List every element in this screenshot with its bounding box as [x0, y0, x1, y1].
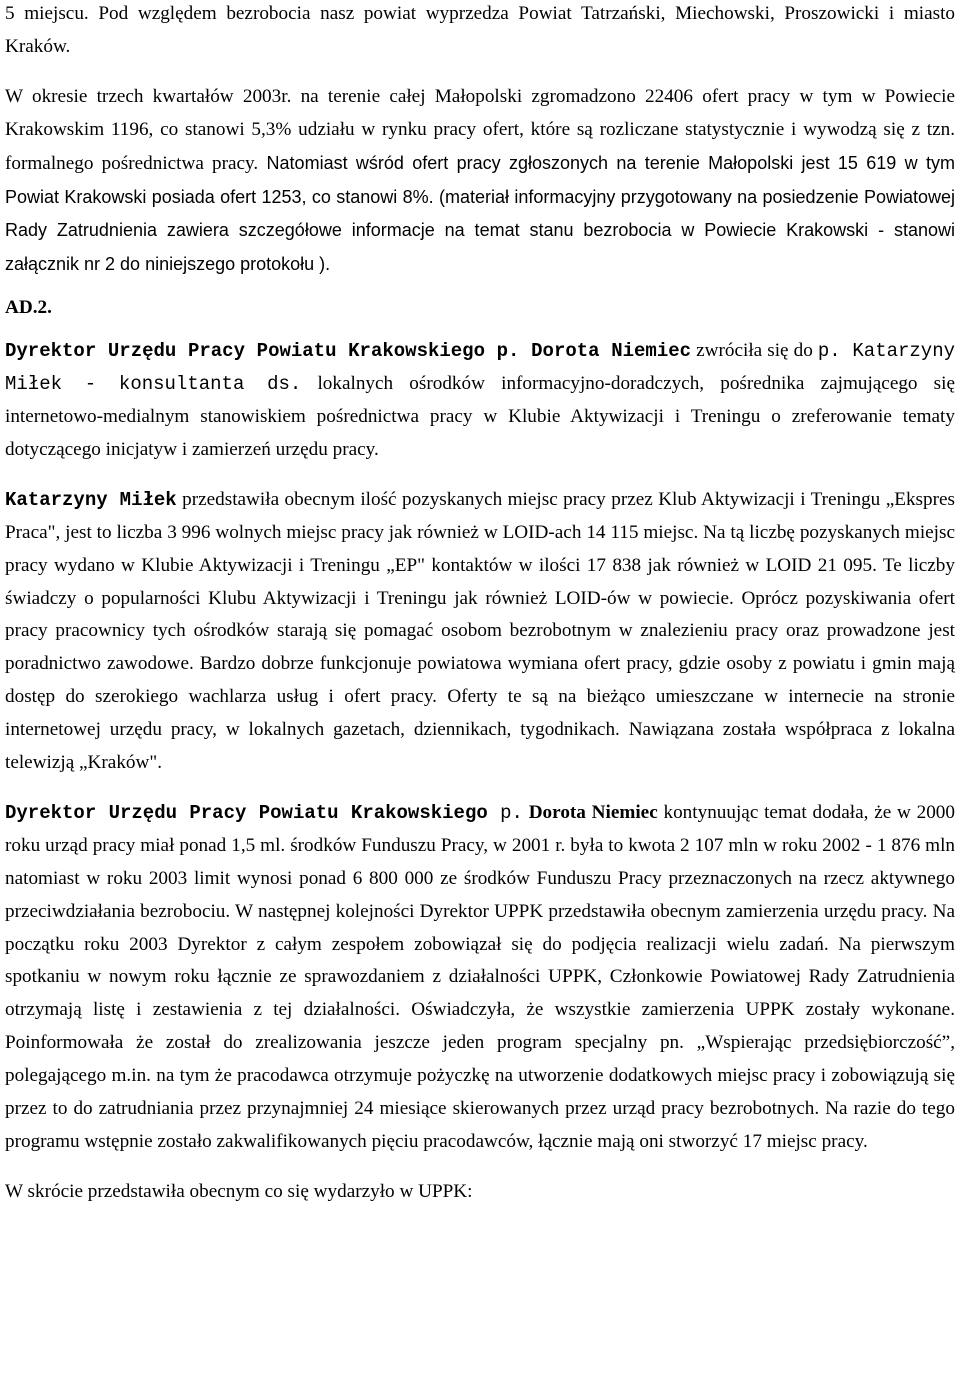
paragraph-summary-intro — [5, 1176, 955, 1209]
paragraph-labour-fund — [5, 797, 955, 1159]
director-title-p: p. — [487, 801, 523, 824]
director-name-bold: Dorota Niemiec — [522, 801, 658, 823]
paragraph-text: W skrócie przedstawiła obecnym co się wydarzyło w UPPK: — [5, 1180, 473, 1202]
paragraph-text-part1: W okresie trzech kwartałów 2003r. na terenie całej Małopolski zgromadzono 22406 ofert pracy w tym w Powiecie Krakowskim 1196, co stanowi 5,3% udziału w rynku pracy ofert, które są rozliczane statystycznie i wywodzą się z tzn. formalnego pośrednictwa pracy. — [5, 85, 955, 174]
director-name-bold: Dyrektor Urzędu Pracy Powiatu Krakowskiego p. Dorota Niemiec — [5, 340, 692, 363]
paragraph-text-part2: Natomiast wśród ofert pracy zgłoszonych na terenie Małopolski jest 15 619 w tym Powiat Krakowski posiada ofert 1253, co stanowi 8%. (materiał informacyjny przygotowany na posiedzenie Powiatowej Rady Zatrudnienia zawiera szczegółowe informacje na temat stanu bezrobocia w Powiecie Krakowski - stanowi załącznik nr 2 do niniejszego protokołu ). — [5, 152, 956, 275]
paragraph-job-offers — [5, 81, 955, 282]
paragraph-text: 5 miejscu. Pod względem bezrobocia nasz powiat wyprzedza Powiat Tatrzański, Miechowski, Proszowicki i miasto Kraków. — [5, 3, 955, 57]
paragraph-spacer — [5, 780, 955, 797]
paragraph-spacer — [5, 325, 955, 335]
paragraph-spacer — [5, 64, 955, 81]
section-heading-ad2 — [5, 292, 955, 325]
paragraph-spacer — [5, 1159, 955, 1176]
paragraph-club-activation — [5, 484, 955, 780]
speaker-name-bold: Katarzyny Miłek — [5, 488, 177, 511]
paragraph-text-1: zwróciła się do — [691, 340, 813, 362]
paragraph-spacer — [5, 282, 955, 292]
paragraph-text: kontynuując temat dodała, że w 2000 roku urząd pracy miał ponad 1,5 ml. środków Funduszu Pracy, w 2001 r. była to kwota 2 107 mln w roku 2002 - 1 876 mln natomiast w roku 2003 limit wynosi ponad 6 800 000 ze środków Funduszu Pracy przeznaczonych na rzecz aktywnego przeciwdziałania bezrobociu. W następnej kolejności Dyrektor UPPK przedstawiła obecnym zamierzenia urzędu pracy. Na początku roku 2003 Dyrektor z całym zespołem zobowiązał się do podjęcia realizacji wielu zadań. Na pierwszym spotkaniu w nowym roku łącznie ze sprawozdaniem z działalności UPPK, Członkowie Powiatowej Rady Zatrudnienia otrzymają listę i zestawienia z tej działalności. Oświadczyła, że wszystkie zamierzenia UPPK zostały wykonane. Poinformowała że został do zrealizowania jeszcze jeden program specjalny pn. „Wspierając przedsiębiorczość”, polegającego m.in. na tym że pracodawca otrzymuje pożyczkę na utworzenie dodatkowych miejsc pracy i zobowiązują się przez to do zatrudniania przez przynajmniej 24 miesiące skierowanych przez urząd pracy bezrobotnych. Na razie do tego programu wstępnie zostało zakwalifikowanych pięciu pracodawców, łącznie mają oni stworzyć 17 miejsc pracy. — [5, 801, 955, 1152]
paragraph-spacer — [5, 467, 955, 484]
paragraph-unemployment-ranking — [5, 0, 955, 64]
paragraph-text: przedstawiła obecnym ilość pozyskanych miejsc pracy przez Klub Aktywizacji i Treningu „Ekspres Praca", jest to liczba 3 996 wolnych miejsc pracy jak również w LOID-ach 14 115 miejsc. Na tą liczbę pozyskanych miejsc pracy wydano w Klubie Aktywizacji i Treningu „EP" kontaktów w ilości 17 838 jak również w LOID 21 095. Te liczby świadczy o popularności Klubu Aktywizacji i Treningu jak również LOID-ów w powiecie. Oprócz pozyskiwania ofert pracy pracownicy tych ośrodków starają się pomagać osobom bezrobotnym w znalezieniu pracy oraz prowadzone jest poradnictwo zawodowe. Bardzo dobrze funkcjonuje powiatowa wymiana ofert pracy, gdzie osoby z powiatu i gmin mają dostęp do szerokiego wachlarza usług i ofert pracy. Oferty te są na bieżąco umieszczane w internecie na stronie internetowej urzędu pracy, w lokalnych gazetach, dziennikach, tygodnikach. Nawiązana została współpraca z lokalna telewizją „Kraków". — [5, 488, 955, 774]
heading-text: AD.2. — [5, 297, 52, 319]
consultant-name: p. Katarzyny Miłek - konsultanta ds. — [5, 340, 956, 396]
paragraph-text-2: lokalnych ośrodków informacyjno-doradczych, pośrednika zajmującego się internetowo-medialnym stanowiskiem pośrednictwa pracy w Klubie Aktywizacji i Treningu o zreferowanie tematy dotyczącego inicjatyw i zamierzeń urzędu pracy. — [5, 373, 955, 460]
paragraph-director-request — [5, 335, 955, 467]
document-page — [5, 0, 955, 1209]
director-title-bold: Dyrektor Urzędu Pracy Powiatu Krakowskiego — [5, 801, 488, 824]
